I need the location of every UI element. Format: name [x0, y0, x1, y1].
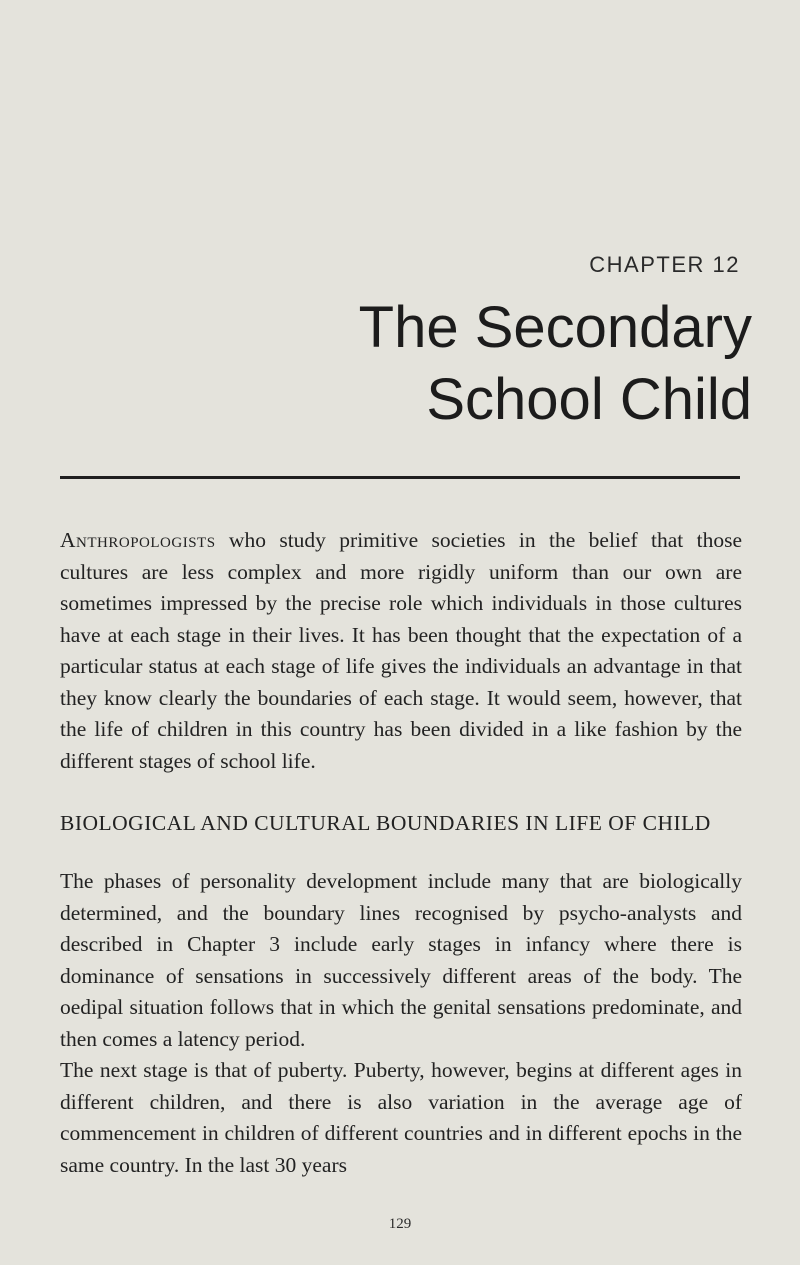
- intro-lead-word: Anthropologists: [60, 528, 216, 552]
- section-paragraph-1: The phases of personality development include many that are biologically determined, and the boundary lines recognised by psycho-analysts and described in Chapter 3 include early stages in infancy where there is dominance of sensations in successively different areas of the body. The oedipal situation follows that in which the genital sensations predominate, and then comes a latency period.: [60, 869, 742, 1051]
- chapter-label: CHAPTER 12: [589, 252, 740, 277]
- chapter-title-line-2: School Child: [426, 367, 752, 432]
- page-number: 129: [388, 1216, 412, 1232]
- chapter-title-line-1: The Secondary: [358, 295, 752, 360]
- section-body: [60, 866, 742, 1181]
- chapter-title: [112, 292, 752, 436]
- intro-paragraph: [60, 525, 742, 777]
- title-divider: [60, 476, 740, 479]
- section-paragraph-2: The next stage is that of puberty. Puberty, however, begins at different ages in different children, and there is also variation in the average age of commencement in children of different countries and in different epochs in the same country. In the last 30 years: [60, 1058, 742, 1177]
- intro-text: who study primitive societies in the belief that those cultures are less complex and more rigidly uniform than our own are sometimes impressed by the precise role which individuals in those cultures have at each stage in their lives. It has been thought that the expectation of a particular status at each stage of life gives the individuals an advantage in that they know clearly the boundaries of each stage. It would seem, however, that the life of children in this country has been divided in a like fashion by the different stages of school life.: [60, 528, 742, 773]
- section-heading: BIOLOGICAL AND CULTURAL BOUNDARIES IN LIFE OF CHILD: [60, 811, 711, 835]
